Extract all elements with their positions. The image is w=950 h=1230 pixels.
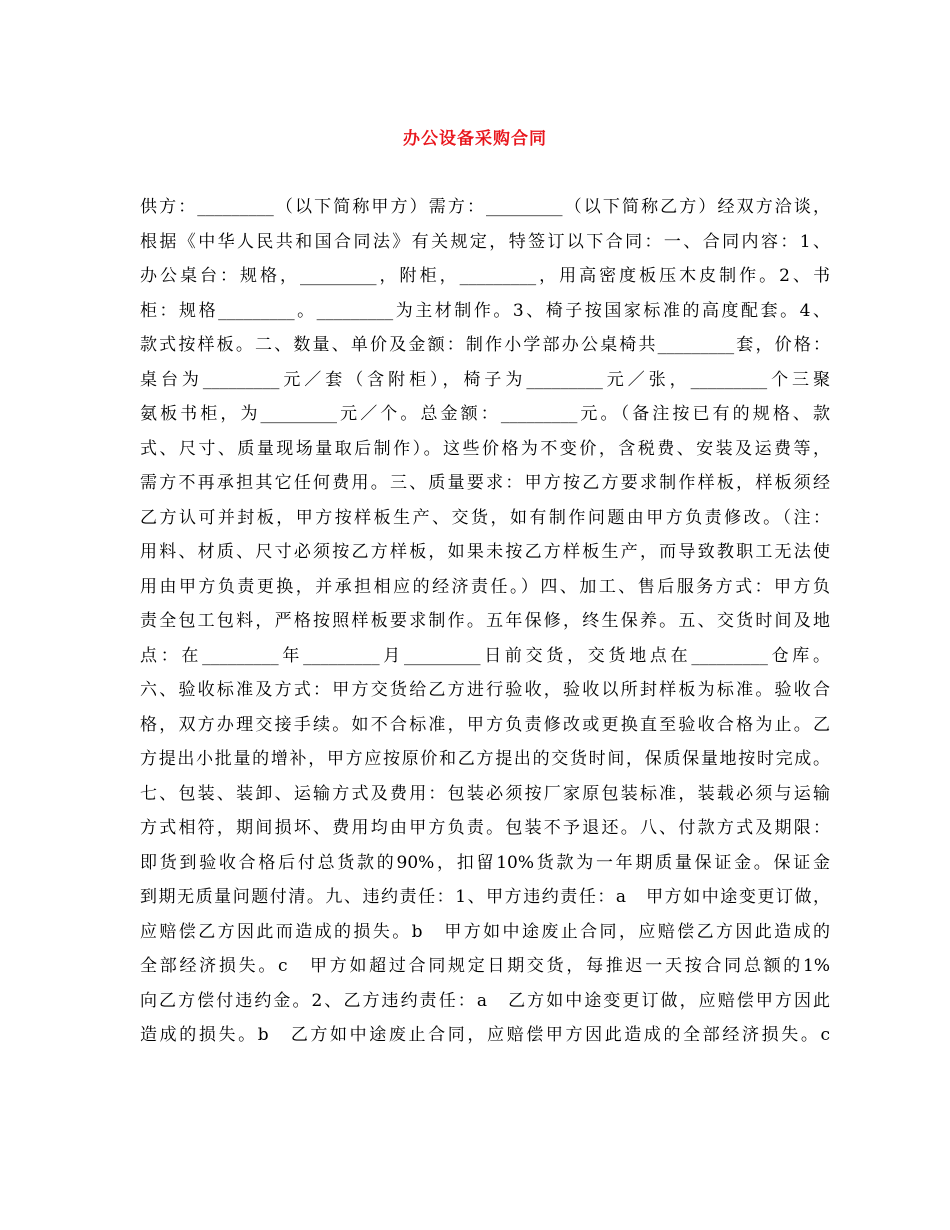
contract-body: [140, 190, 830, 1053]
body-line: 式、尺寸、质量现场量取后制作）。这些价格为不变价，含税费、安装及运费等，: [140, 438, 830, 459]
body-line: 乙方认可并封板，甲方按样板生产、交货，如有制作问题由甲方负责修改。（注：: [140, 507, 830, 528]
body-line: 办公桌台：规格，_________，附柜，_________，用高密度板压木皮制作。2、书: [140, 266, 830, 286]
body-line: 应赔偿乙方因此而造成的损失。b 甲方如中途废止合同，应赔偿乙方因此造成的: [140, 921, 830, 942]
body-line: 氨板书柜，为_________元／个。总金额：_________元。（备注按已有的规格、款: [140, 404, 830, 424]
body-line: 格，双方办理交接手续。如不合标准，甲方负责修改或更换直至验收合格为止。乙: [140, 714, 830, 735]
body-line: 方式相符，期间损坏、费用均由甲方负责。包装不予退还。八、付款方式及期限：: [140, 818, 830, 838]
body-line: 用由甲方负责更换，并承担相应的经济责任。）四、加工、售后服务方式：甲方负: [140, 576, 830, 597]
body-line: 点：在_________年_________月_________日前交货，交货地点在_________仓库。: [140, 645, 830, 666]
body-line: 到期无质量问题付清。九、违约责任：1、甲方违约责任：a 甲方如中途变更订做，: [140, 887, 830, 907]
body-line: 款式按样板。二、数量、单价及金额：制作小学部办公桌椅共_________套，价格：: [140, 335, 830, 355]
body-line: 根据《中华人民共和国合同法》有关规定，特签订以下合同：一、合同内容：1、: [140, 231, 830, 252]
body-line: 七、包装、装卸、运输方式及费用：包装必须按厂家原包装标准，装载必须与运输: [140, 783, 830, 804]
body-line: 需方不再承担其它任何费用。三、质量要求：甲方按乙方要求制作样板，样板须经: [140, 473, 830, 493]
body-line: 向乙方偿付违约金。2、乙方违约责任：a 乙方如中途变更订做，应赔偿甲方因此: [140, 990, 830, 1011]
body-line: 即货到验收合格后付总货款的90%，扣留10%货款为一年期质量保证金。保证金: [140, 852, 830, 873]
body-line: 供方：_________（以下简称甲方）需方：_________（以下简称乙方）经双方洽谈，: [140, 197, 830, 217]
body-line: 六、验收标准及方式：甲方交货给乙方进行验收，验收以所封样板为标准。验收合: [140, 680, 830, 700]
body-line: 全部经济损失。c 甲方如超过合同规定日期交货，每推迟一天按合同总额的1%: [140, 956, 830, 976]
body-line: 用料、材质、尺寸必须按乙方样板，如果未按乙方样板生产，而导致教职工无法使: [140, 542, 830, 562]
body-line: 方提出小批量的增补，甲方应按原价和乙方提出的交货时间，保质保量地按时完成。: [140, 749, 830, 769]
body-line: 责全包工包料，严格按照样板要求制作。五年保修，终生保养。五、交货时间及地: [140, 611, 830, 631]
body-line: 柜：规格_________。_________为主材制作。3、椅子按国家标准的高度配套。4、: [140, 300, 830, 321]
body-line: 桌台为_________元／套（含附柜），椅子为_________元／张，_________个三聚: [140, 369, 830, 390]
body-line: 造成的损失。b 乙方如中途废止合同，应赔偿甲方因此造成的全部经济损失。c: [140, 1025, 830, 1045]
document-title: 办公设备采购合同: [403, 129, 547, 149]
